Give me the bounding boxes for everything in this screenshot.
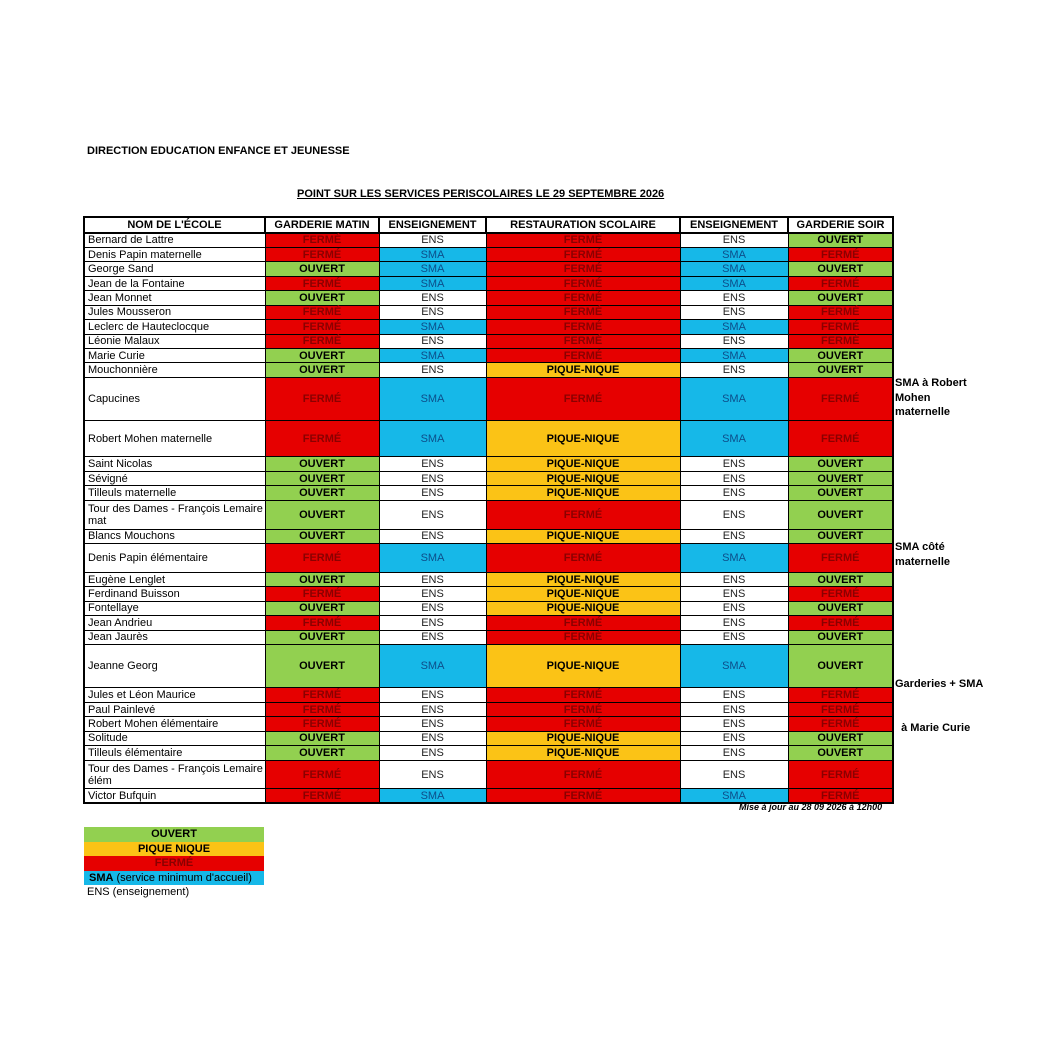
table-row [84,543,893,572]
status-cell-enseignement-2: ENS [680,688,788,702]
status-cell-enseignement: SMA [379,789,486,803]
status-cell-enseignement-2: ENS [680,616,788,630]
status-cell-garderie-matin: OUVERT [265,291,379,305]
school-name-cell: Sévigné [84,471,265,485]
status-cell-garderie-matin: FERMÉ [265,717,379,731]
status-cell-garderie-soir: OUVERT [788,486,893,500]
status-cell-garderie-soir: FERMÉ [788,334,893,348]
status-cell-garderie-matin: OUVERT [265,349,379,363]
status-cell-enseignement: ENS [379,601,486,615]
school-name-cell: Tilleuls maternelle [84,486,265,500]
school-name-cell: Mouchonnière [84,363,265,377]
status-cell-garderie-matin: FERMÉ [265,334,379,348]
services-table [83,216,894,804]
status-cell-restauration: PIQUE-NIQUE [486,572,680,586]
status-cell-garderie-soir: FERMÉ [788,276,893,290]
school-name-cell: Victor Bufquin [84,789,265,803]
column-header-school: NOM DE L'ÉCOLE [84,217,265,233]
status-cell-garderie-matin: FERMÉ [265,247,379,261]
note-jeanne-georg [895,648,983,750]
table-row [84,457,893,471]
legend [84,827,264,900]
note-line: Garderies + SMA [895,678,984,690]
table-row [84,262,893,276]
status-cell-enseignement: ENS [379,305,486,319]
status-cell-enseignement-2: ENS [680,529,788,543]
status-cell-enseignement: ENS [379,291,486,305]
status-cell-enseignement-2: SMA [680,543,788,572]
table-row [84,291,893,305]
status-cell-enseignement-2: ENS [680,305,788,319]
status-cell-enseignement: ENS [379,702,486,716]
status-cell-garderie-matin: FERMÉ [265,616,379,630]
table-row [84,334,893,348]
status-cell-garderie-matin: OUVERT [265,746,379,760]
status-cell-garderie-soir: FERMÉ [788,760,893,789]
status-cell-restauration: FERMÉ [486,320,680,334]
status-cell-garderie-soir: FERMÉ [788,421,893,457]
status-cell-garderie-soir: FERMÉ [788,305,893,319]
status-cell-garderie-soir: FERMÉ [788,377,893,420]
status-cell-garderie-matin: OUVERT [265,500,379,529]
school-name-cell: George Sand [84,262,265,276]
school-name-cell: Tour des Dames - François Lemaire élém [84,760,265,789]
school-name-cell: Marie Curie [84,349,265,363]
status-cell-enseignement: ENS [379,731,486,745]
table-row [84,421,893,457]
status-cell-garderie-soir: FERMÉ [788,616,893,630]
status-cell-restauration: FERMÉ [486,616,680,630]
status-cell-enseignement-2: SMA [680,320,788,334]
status-cell-restauration: FERMÉ [486,630,680,644]
status-cell-garderie-matin: FERMÉ [265,543,379,572]
status-cell-garderie-soir: FERMÉ [788,320,893,334]
status-cell-enseignement: ENS [379,760,486,789]
table-row [84,601,893,615]
status-cell-enseignement-2: ENS [680,471,788,485]
status-cell-restauration: FERMÉ [486,543,680,572]
status-cell-garderie-matin: FERMÉ [265,702,379,716]
document-subtitle: POINT SUR LES SERVICES PERISCOLAIRES LE 29 SEPTEMBRE 2026 [297,188,665,200]
status-cell-restauration: FERMÉ [486,233,680,247]
status-cell-garderie-soir: FERMÉ [788,789,893,803]
status-cell-restauration: PIQUE-NIQUE [486,471,680,485]
status-cell-garderie-soir: OUVERT [788,471,893,485]
school-name-cell: Robert Mohen élémentaire [84,717,265,731]
school-name-cell: Denis Papin élémentaire [84,543,265,572]
table-row [84,305,893,319]
status-cell-garderie-matin: FERMÉ [265,305,379,319]
status-cell-garderie-matin: OUVERT [265,471,379,485]
status-cell-enseignement: ENS [379,688,486,702]
status-cell-garderie-matin: OUVERT [265,486,379,500]
column-header-garderie-soir: GARDERIE SOIR [788,217,893,233]
status-cell-enseignement: ENS [379,334,486,348]
school-name-cell: Jean Andrieu [84,616,265,630]
status-cell-garderie-matin: FERMÉ [265,760,379,789]
table-row [84,486,893,500]
school-name-cell: Tilleuls élémentaire [84,746,265,760]
status-cell-enseignement-2: ENS [680,457,788,471]
status-cell-restauration: FERMÉ [486,276,680,290]
status-cell-enseignement: ENS [379,587,486,601]
status-cell-garderie-matin: OUVERT [265,572,379,586]
status-cell-restauration: FERMÉ [486,702,680,716]
status-cell-restauration: FERMÉ [486,291,680,305]
page-header-title: DIRECTION EDUCATION ENFANCE ET JEUNESSE [87,145,350,157]
status-cell-restauration: PIQUE-NIQUE [486,601,680,615]
status-cell-garderie-soir: OUVERT [788,457,893,471]
table-header-row [84,217,893,233]
status-cell-enseignement-2: ENS [680,760,788,789]
status-cell-garderie-soir: OUVERT [788,601,893,615]
status-cell-enseignement: SMA [379,320,486,334]
status-cell-garderie-soir: OUVERT [788,630,893,644]
table-row [84,349,893,363]
status-cell-restauration: FERMÉ [486,334,680,348]
status-cell-enseignement-2: ENS [680,630,788,644]
school-name-cell: Jeanne Georg [84,645,265,688]
table-row [84,233,893,247]
status-cell-garderie-matin: OUVERT [265,262,379,276]
status-cell-garderie-soir: FERMÉ [788,702,893,716]
status-cell-restauration: PIQUE-NIQUE [486,645,680,688]
school-name-cell: Jules et Léon Maurice [84,688,265,702]
status-cell-enseignement: SMA [379,645,486,688]
status-cell-garderie-soir: FERMÉ [788,717,893,731]
status-cell-enseignement-2: SMA [680,377,788,420]
status-cell-restauration: PIQUE-NIQUE [486,731,680,745]
note-line: SMA côté [895,541,945,553]
legend-ouvert: OUVERT [84,827,264,842]
status-cell-enseignement: ENS [379,486,486,500]
status-cell-garderie-matin: FERMÉ [265,688,379,702]
table-row [84,731,893,745]
status-cell-garderie-matin: OUVERT [265,630,379,644]
status-cell-enseignement-2: ENS [680,500,788,529]
note-line: à Marie Curie [895,721,971,734]
status-cell-enseignement-2: ENS [680,486,788,500]
status-cell-garderie-matin: FERMÉ [265,377,379,420]
status-cell-enseignement-2: ENS [680,702,788,716]
status-cell-garderie-matin: OUVERT [265,731,379,745]
school-name-cell: Blancs Mouchons [84,529,265,543]
status-cell-garderie-matin: OUVERT [265,529,379,543]
status-cell-enseignement-2: SMA [680,247,788,261]
status-cell-enseignement-2: ENS [680,233,788,247]
status-cell-restauration: PIQUE-NIQUE [486,421,680,457]
status-cell-garderie-matin: OUVERT [265,363,379,377]
status-cell-garderie-matin: FERMÉ [265,587,379,601]
status-cell-enseignement: ENS [379,457,486,471]
status-cell-enseignement-2: SMA [680,789,788,803]
school-name-cell: Capucines [84,377,265,420]
table-row [84,746,893,760]
status-cell-restauration: PIQUE-NIQUE [486,363,680,377]
status-cell-restauration: PIQUE-NIQUE [486,529,680,543]
status-cell-enseignement-2: ENS [680,334,788,348]
status-cell-enseignement-2: ENS [680,717,788,731]
status-cell-garderie-matin: FERMÉ [265,320,379,334]
legend-pique-nique: PIQUE NIQUE [84,842,264,857]
status-cell-enseignement: ENS [379,616,486,630]
status-cell-enseignement-2: ENS [680,746,788,760]
status-cell-garderie-soir: OUVERT [788,529,893,543]
table-body [84,233,893,803]
table-row [84,529,893,543]
column-header-enseignement-2: ENSEIGNEMENT [680,217,788,233]
status-cell-garderie-soir: OUVERT [788,349,893,363]
status-cell-enseignement: SMA [379,349,486,363]
status-cell-enseignement: ENS [379,630,486,644]
status-cell-enseignement: ENS [379,572,486,586]
table-row [84,572,893,586]
school-name-cell: Robert Mohen maternelle [84,421,265,457]
status-cell-restauration: PIQUE-NIQUE [486,457,680,471]
status-cell-enseignement: SMA [379,247,486,261]
status-cell-restauration: FERMÉ [486,262,680,276]
table-row [84,645,893,688]
note-line: Mohen [895,391,931,404]
status-cell-enseignement-2: ENS [680,363,788,377]
note-line: maternelle [895,555,951,568]
table-row [84,377,893,420]
legend-ens: ENS (enseignement) [87,886,190,898]
table-row [84,276,893,290]
status-cell-garderie-soir: OUVERT [788,262,893,276]
table-row [84,247,893,261]
status-cell-enseignement-2: ENS [680,731,788,745]
status-cell-garderie-matin: OUVERT [265,601,379,615]
note-capucines [895,376,967,420]
status-cell-enseignement: ENS [379,363,486,377]
status-cell-restauration: FERMÉ [486,500,680,529]
status-cell-restauration: PIQUE-NIQUE [486,587,680,601]
status-cell-enseignement: ENS [379,746,486,760]
school-name-cell: Jules Mousseron [84,305,265,319]
status-cell-garderie-soir: FERMÉ [788,247,893,261]
status-cell-restauration: FERMÉ [486,349,680,363]
status-cell-restauration: FERMÉ [486,247,680,261]
status-cell-garderie-soir: FERMÉ [788,587,893,601]
school-name-cell: Paul Painlevé [84,702,265,716]
status-cell-garderie-soir: OUVERT [788,572,893,586]
status-cell-garderie-matin: FERMÉ [265,233,379,247]
table-row [84,320,893,334]
table-row [84,702,893,716]
status-cell-enseignement: ENS [379,717,486,731]
table-row [84,688,893,702]
status-cell-restauration: FERMÉ [486,305,680,319]
status-cell-restauration: PIQUE-NIQUE [486,746,680,760]
school-name-cell: Ferdinand Buisson [84,587,265,601]
legend-ferme: FERMÉ [84,856,264,871]
table-row [84,471,893,485]
legend-sma [84,871,264,886]
school-name-cell: Solitude [84,731,265,745]
status-cell-enseignement-2: SMA [680,276,788,290]
status-cell-enseignement: SMA [379,276,486,290]
table-row [84,717,893,731]
school-name-cell: Tour des Dames - François Lemaire mat [84,500,265,529]
status-cell-garderie-soir: OUVERT [788,746,893,760]
status-cell-restauration: PIQUE-NIQUE [486,486,680,500]
table-row [84,630,893,644]
update-timestamp: Mise à jour au 28 09 2026 à 12h00 [739,802,883,812]
table-row [84,587,893,601]
note-line: SMA à Robert [895,377,967,389]
school-name-cell: Leclerc de Hauteclocque [84,320,265,334]
status-cell-enseignement: SMA [379,543,486,572]
status-cell-garderie-matin: FERMÉ [265,276,379,290]
status-cell-enseignement: SMA [379,262,486,276]
school-name-cell: Jean Monnet [84,291,265,305]
status-cell-restauration: FERMÉ [486,377,680,420]
status-cell-enseignement: SMA [379,377,486,420]
status-cell-enseignement: ENS [379,471,486,485]
status-cell-garderie-soir: FERMÉ [788,543,893,572]
school-name-cell: Fontellaye [84,601,265,615]
status-cell-enseignement-2: ENS [680,572,788,586]
note-denis-papin [895,540,950,569]
status-cell-enseignement-2: SMA [680,645,788,688]
table-row [84,500,893,529]
status-cell-garderie-matin: OUVERT [265,645,379,688]
status-cell-enseignement: ENS [379,500,486,529]
column-header-restauration: RESTAURATION SCOLAIRE [486,217,680,233]
status-cell-restauration: FERMÉ [486,717,680,731]
table-row [84,363,893,377]
status-cell-garderie-soir: OUVERT [788,731,893,745]
status-cell-enseignement-2: ENS [680,601,788,615]
school-name-cell: Saint Nicolas [84,457,265,471]
table-row [84,760,893,789]
status-cell-garderie-matin: OUVERT [265,457,379,471]
school-name-cell: Léonie Malaux [84,334,265,348]
school-name-cell: Eugène Lenglet [84,572,265,586]
status-cell-enseignement-2: SMA [680,262,788,276]
status-cell-enseignement: SMA [379,421,486,457]
legend-sma-label: SMA [89,871,114,884]
status-cell-garderie-soir: OUVERT [788,233,893,247]
status-cell-garderie-soir: OUVERT [788,363,893,377]
status-cell-enseignement-2: ENS [680,587,788,601]
column-header-garderie-matin: GARDERIE MATIN [265,217,379,233]
status-cell-garderie-soir: FERMÉ [788,688,893,702]
column-header-enseignement: ENSEIGNEMENT [379,217,486,233]
status-cell-enseignement: ENS [379,233,486,247]
school-name-cell: Bernard de Lattre [84,233,265,247]
status-cell-garderie-soir: OUVERT [788,645,893,688]
status-cell-restauration: FERMÉ [486,760,680,789]
status-cell-enseignement: ENS [379,529,486,543]
school-name-cell: Jean Jaurès [84,630,265,644]
note-line: maternelle [895,406,951,418]
status-cell-garderie-soir: OUVERT [788,291,893,305]
status-cell-restauration: FERMÉ [486,688,680,702]
status-cell-enseignement-2: SMA [680,421,788,457]
status-cell-enseignement-2: SMA [680,349,788,363]
school-name-cell: Denis Papin maternelle [84,247,265,261]
status-cell-garderie-matin: FERMÉ [265,789,379,803]
status-cell-restauration: FERMÉ [486,789,680,803]
legend-sma-description: (service minimum d'accueil) [113,871,252,884]
table-row [84,616,893,630]
status-cell-garderie-matin: FERMÉ [265,421,379,457]
status-cell-enseignement-2: ENS [680,291,788,305]
school-name-cell: Jean de la Fontaine [84,276,265,290]
status-cell-garderie-soir: OUVERT [788,500,893,529]
